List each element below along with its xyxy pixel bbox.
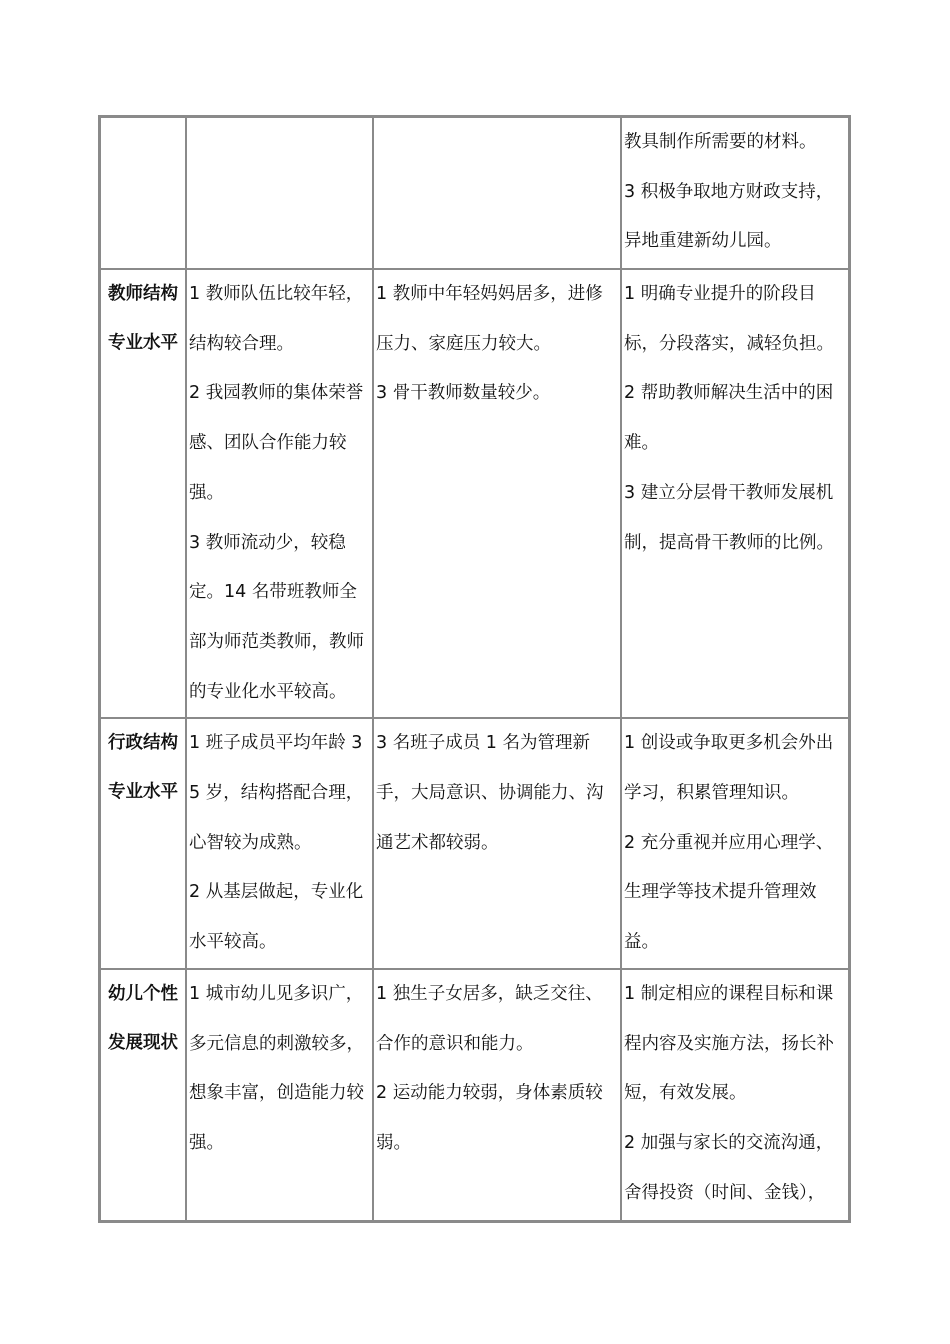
category-label: 幼儿个性 (108, 983, 178, 1004)
paragraph: 3 骨干教师数量较少。 (376, 383, 551, 404)
category-label: 专业水平 (108, 333, 178, 353)
strengths-cell (186, 117, 373, 269)
weaknesses-cell (373, 269, 621, 718)
category-label: 专业水平 (108, 782, 178, 803)
paragraph: 2 运动能力较弱，身体素质较弱。 (376, 1083, 603, 1153)
category-label: 教师结构 (108, 284, 178, 304)
measures-cell (621, 969, 849, 1221)
paragraph: 1 城市幼儿见多识广，多元信息的刺激较多，想象丰富，创造能力较强。 (189, 983, 364, 1153)
strengths-cell (186, 718, 373, 969)
category-label: 发展现状 (108, 1032, 178, 1053)
paragraph: 1 独生子女居多，缺乏交往、合作的意识和能力。 (376, 983, 603, 1054)
strengths-cell (186, 969, 373, 1221)
paragraph: 3 建立分层骨干教师发展机制，提高骨干教师的比例。 (624, 482, 834, 553)
paragraph: 1 明确专业提升的阶段目标，分段落实，减轻负担。 (624, 284, 834, 354)
weaknesses-cell (373, 969, 621, 1221)
paragraph: 2 充分重视并应用心理学、生理学等技术提升管理效益。 (624, 832, 834, 953)
paragraph: 1 班子成员平均年龄 35 岁，结构搭配合理，心智较为成熟。 (189, 733, 364, 853)
strengths-cell (186, 269, 373, 718)
measures-cell (621, 718, 849, 969)
category-cell (100, 718, 186, 969)
paragraph: 3 教师流动少，较稳定。14 名带班教师全部为师范类教师，教师的专业化水平较高。 (189, 532, 364, 702)
paragraph: 3 名班子成员 1 名为管理新手，大局意识、协调能力、沟通艺术都较弱。 (376, 733, 604, 853)
weaknesses-cell (373, 718, 621, 969)
paragraph: 2 帮助教师解决生活中的困难。 (624, 383, 834, 454)
category-cell (100, 969, 186, 1221)
table-row (100, 117, 849, 269)
paragraph: 教具制作所需要的材料。 (624, 132, 817, 152)
paragraph: 3 积极争取地方财政支持，异地重建新幼儿园。 (624, 181, 834, 252)
category-cell (100, 117, 186, 269)
category-cell (100, 269, 186, 718)
paragraph: 2 从基层做起，专业化水平较高。 (189, 882, 364, 953)
category-label: 行政结构 (108, 733, 178, 754)
measures-cell (621, 117, 849, 269)
paragraph: 2 我园教师的集体荣誉感、团队合作能力较强。 (189, 383, 364, 503)
table-row (100, 718, 849, 969)
paragraph: 1 创设或争取更多机会外出学习，积累管理知识。 (624, 733, 834, 804)
weaknesses-cell (373, 117, 621, 269)
measures-cell (621, 269, 849, 718)
paragraph: 1 教师中年轻妈妈居多，进修压力、家庭压力较大。 (376, 284, 603, 354)
paragraph: 1 制定相应的课程目标和课程内容及实施方法，扬长补短，有效发展。 (624, 983, 834, 1104)
analysis-table (98, 115, 851, 1223)
table-row (100, 969, 849, 1221)
paragraph: 1 教师队伍比较年轻，结构较合理。 (189, 284, 364, 354)
table-row (100, 269, 849, 718)
paragraph: 2 加强与家长的交流沟通，舍得投资（时间、金钱）， (624, 1132, 834, 1203)
